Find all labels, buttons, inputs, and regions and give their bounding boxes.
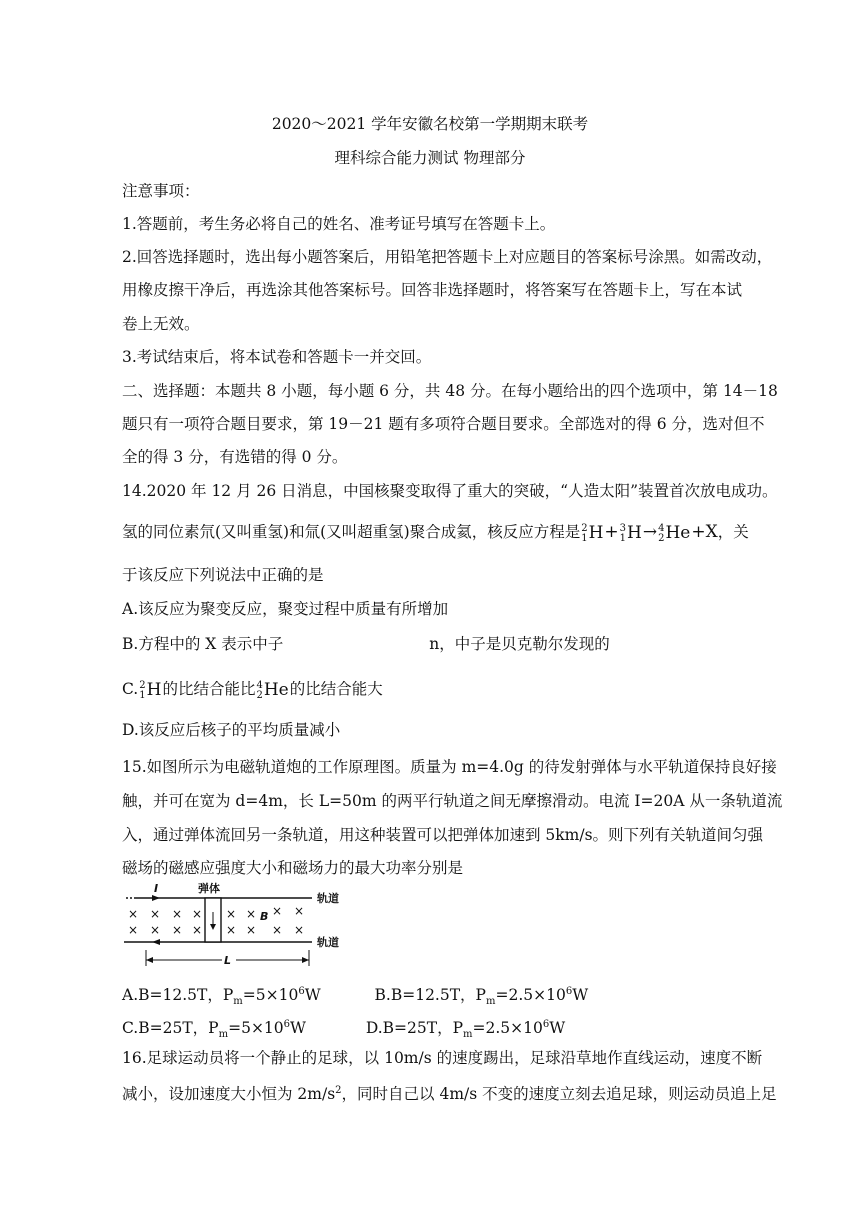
atomic-number: 2 <box>658 532 665 544</box>
label-projectile: 弹体 <box>198 882 220 895</box>
q14-option-c-label: C. <box>122 680 139 698</box>
notice-3: 3.考试结束后，将本试卷和答题卡一并交回。 <box>122 348 432 366</box>
nuclide-tritium <box>620 523 642 544</box>
notice-2-cont: 用橡皮擦干净后，再选涂其他答案标号。回答非选择题时，将答案写在答题卡上，写在本试 <box>122 281 743 299</box>
cross-icon: × <box>150 907 161 921</box>
page-title: 2020～2021 学年安徽名校第一学期期末联考 <box>271 115 589 133</box>
q14-stem-2-text: 氢的同位素氘(又叫重氢)和氚(又叫超重氢)聚合成氦，核反应方程是 <box>122 523 581 541</box>
nuclide-helium <box>256 680 288 701</box>
q15-stem-1: 15.如图所示为电磁轨道炮的工作原理图。质量为 m=4.0g 的待发射弹体与水平轨道保持良好接 <box>122 758 777 776</box>
cross-icon: × <box>128 907 139 921</box>
cross-icon: × <box>272 904 283 918</box>
q14-option-a: A.该反应为聚变反应，聚变过程中质量有所增加 <box>122 600 449 618</box>
notice-1: 1.答题前，考生务必将自己的姓名、准考证号填写在答题卡上。 <box>122 215 556 233</box>
element-symbol: He <box>263 679 289 700</box>
page-subtitle: 理科综合能力测试 物理部分 <box>334 149 526 167</box>
section-instructions-1: 二、选择题：本题共 8 小题，每小题 6 分，共 48 分。在每小题给出的四个选项中，第 14－18 <box>122 382 778 400</box>
q15-option-b: B.B=12.5T，$P_m=2.5\times 10^6W$ <box>374 986 589 1008</box>
mass-number: 2 <box>139 679 146 691</box>
q14-stem-3: 于该反应下列说法中正确的是 <box>122 566 324 584</box>
mass-number: 3 <box>619 522 627 534</box>
left-arrow-icon <box>146 957 153 963</box>
q14-option-c <box>122 679 383 701</box>
q15-stem-2: 触，并可在宽为 d=4m，长 L=50m 的两平行轨道之间无摩擦滑动。电流 I=20A 从一条轨道流 <box>122 792 783 810</box>
label-length: L <box>224 954 232 967</box>
current-arrow-left-icon <box>152 939 160 945</box>
atomic-number: 1 <box>581 532 588 544</box>
label-rail-bottom: 轨道 <box>317 936 339 949</box>
notice-2-end: 卷上无效。 <box>122 315 200 333</box>
nuclide-helium <box>658 523 690 544</box>
atomic-number: 1 <box>139 689 146 701</box>
nuclide-deuterium <box>581 523 603 544</box>
atomic-number: 1 <box>619 532 627 544</box>
mass-number: 2 <box>581 522 588 534</box>
label-rail-top: 轨道 <box>317 892 339 905</box>
q14-option-c-end: 的比结合能大 <box>289 680 383 698</box>
q15-stem-4: 磁场的磁感应强度大小和磁场力的最大功率分别是 <box>122 859 464 877</box>
q15-option-d: D.B=25T，$P_m=2.5\times 10^6W$ <box>365 1019 566 1041</box>
section-instructions-2: 题只有一项符合题目要求，第 19－21 题有多项符合题目要求。全部选对的得 6 分，选对但不 <box>122 415 765 433</box>
reaction-arrow: → <box>642 522 658 542</box>
cross-icon: × <box>226 923 237 937</box>
q16-stem-2: 减小，设加速度大小恒为 $2m/s^2$，同时自己以 4m/s 不变的速度立刻去追足球，则运动员追上足 <box>122 1085 777 1104</box>
cross-icon: × <box>192 907 203 921</box>
current-arrow-right-icon <box>152 895 160 901</box>
cross-icon: × <box>172 907 183 921</box>
q15-stem-3: 入，通过弹体流回另一条轨道，用这种装置可以把弹体加速到 5km/s。则下列有关轨道间匀强 <box>122 826 764 844</box>
mass-number: 4 <box>256 679 263 691</box>
plus-sign: + <box>691 522 706 542</box>
cross-icon: × <box>272 923 283 937</box>
q14-option-b-end: n，中子是贝克勒尔发现的 <box>429 635 610 653</box>
q15-options-ab <box>122 982 588 1012</box>
section-instructions-3: 全的得 3 分，有选错的得 0 分。 <box>122 448 348 466</box>
cross-icon: × <box>128 923 139 937</box>
q14-option-b <box>122 634 610 654</box>
right-arrow-icon <box>302 957 309 963</box>
element-symbol: H <box>588 522 604 543</box>
element-symbol: He <box>665 522 691 543</box>
notice-heading: 注意事项： <box>122 182 200 200</box>
q14-stem-1: 14.2020 年 12 月 26 日消息，中国核聚变取得了重大的突破，“人造太阳”装置首次放电成功。 <box>122 482 778 500</box>
label-current: I <box>154 882 159 895</box>
q14-option-d: D.该反应后核子的平均质量减小 <box>122 721 341 739</box>
q14-stem-2 <box>122 522 749 544</box>
q14-stem-2-end: ，关 <box>717 523 749 541</box>
railgun-figure <box>122 882 372 967</box>
element-symbol: H <box>146 679 162 700</box>
cross-icon: × <box>294 904 305 918</box>
q14-option-b-text: B.方程中的 X 表示中子 <box>122 635 284 653</box>
cross-icon: × <box>172 923 183 937</box>
q15-options-cd <box>122 1015 565 1045</box>
atomic-number: 2 <box>256 689 263 701</box>
mass-number: 4 <box>658 522 665 534</box>
cross-icon: × <box>246 907 257 921</box>
cross-icon: × <box>246 923 257 937</box>
element-symbol: H <box>627 522 642 543</box>
label-b-field: B <box>260 910 269 923</box>
plus-sign: + <box>604 522 619 542</box>
notice-2: 2.回答选择题时，选出每小题答案后，用铅笔把答题卡上对应题目的答案标号涂黑。如需改动， <box>122 248 773 266</box>
cross-icon: × <box>226 907 237 921</box>
q15-option-c: C.B=25T，$P_m=5\times 10^6W$ <box>122 1019 306 1041</box>
q14-option-c-mid: 的比结合能比 <box>162 680 256 698</box>
cross-icon: × <box>150 923 161 937</box>
cross-icon: × <box>192 923 203 937</box>
nuclide-deuterium <box>139 680 161 701</box>
q15-option-a: A.B=12.5T，$P_m=5\times 10^6W$ <box>122 986 321 1008</box>
cross-icon: × <box>294 923 305 937</box>
particle-x: X <box>705 522 718 542</box>
q16-stem-1: 16.足球运动员将一个静止的足球，以 10m/s 的速度踢出，足球沿草地作直线运动，速度不断 <box>122 1049 763 1067</box>
